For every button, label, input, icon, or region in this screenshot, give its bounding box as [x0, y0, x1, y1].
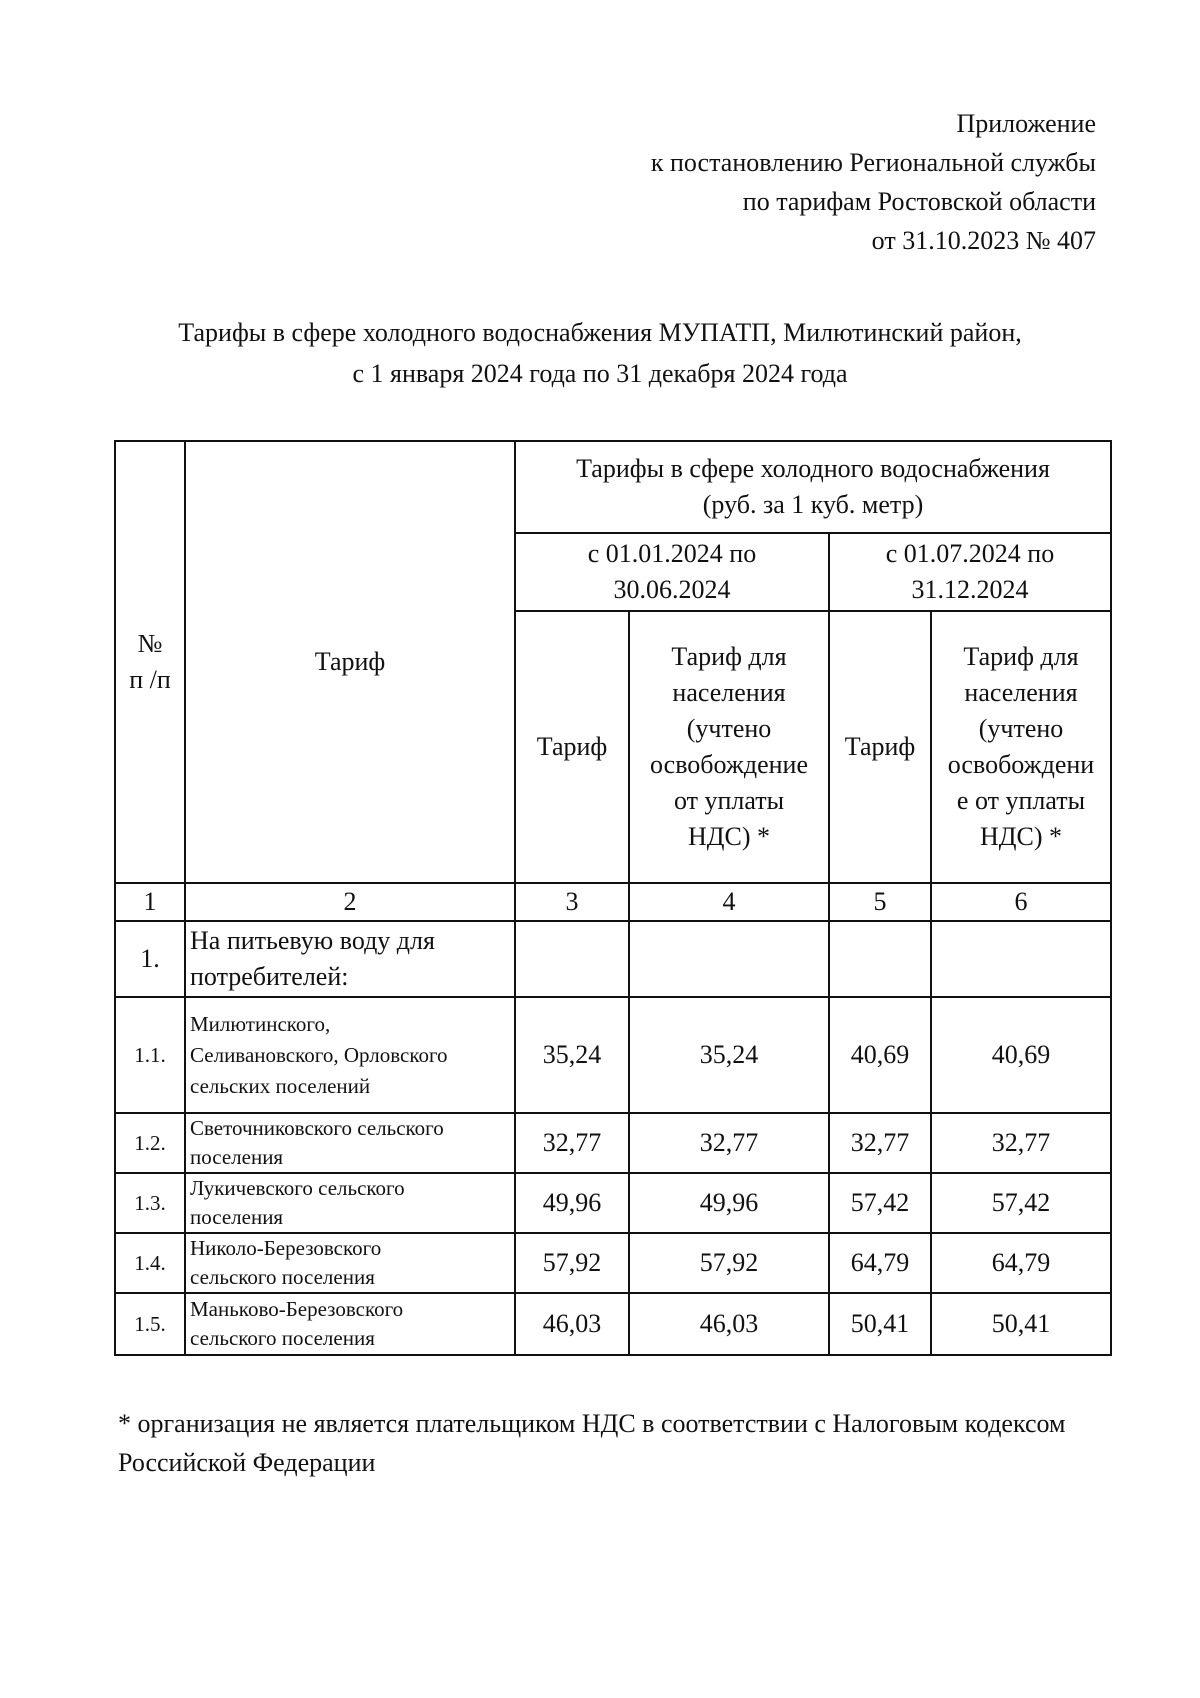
appendix-date-number: от 31.10.2023 № 407: [871, 226, 1096, 255]
appendix-authority: по тарифам Ростовской области: [742, 187, 1096, 216]
header-tariff-period-2: Тариф: [829, 611, 931, 883]
column-number-row: [115, 883, 1111, 921]
row-number: 1.4.: [115, 1233, 185, 1293]
column-number: 3: [515, 883, 629, 921]
vat-footnote: * организация не является плательщиком НДС в соответствии с Налоговым кодексом Российской Федерации: [118, 1409, 1066, 1477]
row-population-tariff-period-2: 32,77: [931, 1113, 1111, 1173]
empty-cell: [931, 921, 1111, 997]
row-population-tariff-period-2: 50,41: [931, 1293, 1111, 1355]
row-number: 1.5.: [115, 1293, 185, 1355]
row-tariff-period-1: 49,96: [515, 1173, 629, 1233]
column-number: 1: [115, 883, 185, 921]
table-row: [115, 1233, 1111, 1293]
row-tariff-period-1: 57,92: [515, 1233, 629, 1293]
row-population-tariff-period-1: 46,03: [629, 1293, 829, 1355]
empty-cell: [829, 921, 931, 997]
row-number: 1.1.: [115, 997, 185, 1113]
appendix-resolution: к постановлению Региональной службы: [650, 148, 1096, 177]
section-label: На питьевую воду для потребителей:: [185, 921, 515, 997]
column-number: 6: [931, 883, 1111, 921]
empty-cell: [629, 921, 829, 997]
header-population-tariff-period-2: Тариф для населения (учтено освобождени е от уплаты НДС) *: [931, 611, 1111, 883]
row-tariff-period-1: 32,77: [515, 1113, 629, 1173]
header-group: Тарифы в сфере холодного водоснабжения (руб. за 1 куб. метр): [515, 441, 1111, 533]
row-population-tariff-period-2: 57,42: [931, 1173, 1111, 1233]
document-title-line-2: с 1 января 2024 года по 31 декабря 2024 года: [352, 359, 848, 388]
row-name: Николо-Березовского сельского поселения: [185, 1233, 515, 1293]
column-number: 5: [829, 883, 931, 921]
row-name: Маньково-Березовского сельского поселения: [185, 1293, 515, 1355]
row-tariff-period-2: 57,42: [829, 1173, 931, 1233]
row-population-tariff-period-1: 49,96: [629, 1173, 829, 1233]
header-period-1: с 01.01.2024 по 30.06.2024: [515, 533, 829, 611]
table-row: [115, 997, 1111, 1113]
column-number: 4: [629, 883, 829, 921]
row-name: Светочниковского сельского поселения: [185, 1113, 515, 1173]
row-name: Лукичевского сельского поселения: [185, 1173, 515, 1233]
row-tariff-period-1: 35,24: [515, 997, 629, 1113]
header-tariff: Тариф: [185, 441, 515, 883]
empty-cell: [515, 921, 629, 997]
header-tariff-period-1: Тариф: [515, 611, 629, 883]
row-number: 1.3.: [115, 1173, 185, 1233]
row-population-tariff-period-1: 32,77: [629, 1113, 829, 1173]
header-row-1: [115, 441, 1111, 533]
row-population-tariff-period-1: 35,24: [629, 997, 829, 1113]
header-period-2: с 01.07.2024 по 31.12.2024: [829, 533, 1111, 611]
header-population-tariff-period-1: Тариф для населения (учтено освобождение от уплаты НДС) *: [629, 611, 829, 883]
row-tariff-period-2: 50,41: [829, 1293, 931, 1355]
row-name: Милютинского, Селивановского, Орловского сельских поселений: [185, 997, 515, 1113]
tariff-table: [114, 440, 1112, 1356]
row-population-tariff-period-2: 40,69: [931, 997, 1111, 1113]
row-number: 1.2.: [115, 1113, 185, 1173]
appendix-title: Приложение: [956, 109, 1096, 138]
row-population-tariff-period-1: 57,92: [629, 1233, 829, 1293]
table-row: [115, 1113, 1111, 1173]
row-population-tariff-period-2: 64,79: [931, 1233, 1111, 1293]
document-title-line-1: Тарифы в сфере холодного водоснабжения МУПАТП, Милютинский район,: [178, 318, 1022, 347]
header-num: № п /п: [115, 441, 185, 883]
section-row: [115, 921, 1111, 997]
section-number: 1.: [115, 921, 185, 997]
row-tariff-period-2: 32,77: [829, 1113, 931, 1173]
row-tariff-period-1: 46,03: [515, 1293, 629, 1355]
table-row: [115, 1293, 1111, 1355]
row-tariff-period-2: 64,79: [829, 1233, 931, 1293]
appendix-block: [651, 104, 1096, 260]
document-title: [100, 312, 1100, 394]
column-number: 2: [185, 883, 515, 921]
row-tariff-period-2: 40,69: [829, 997, 931, 1113]
table-row: [115, 1173, 1111, 1233]
